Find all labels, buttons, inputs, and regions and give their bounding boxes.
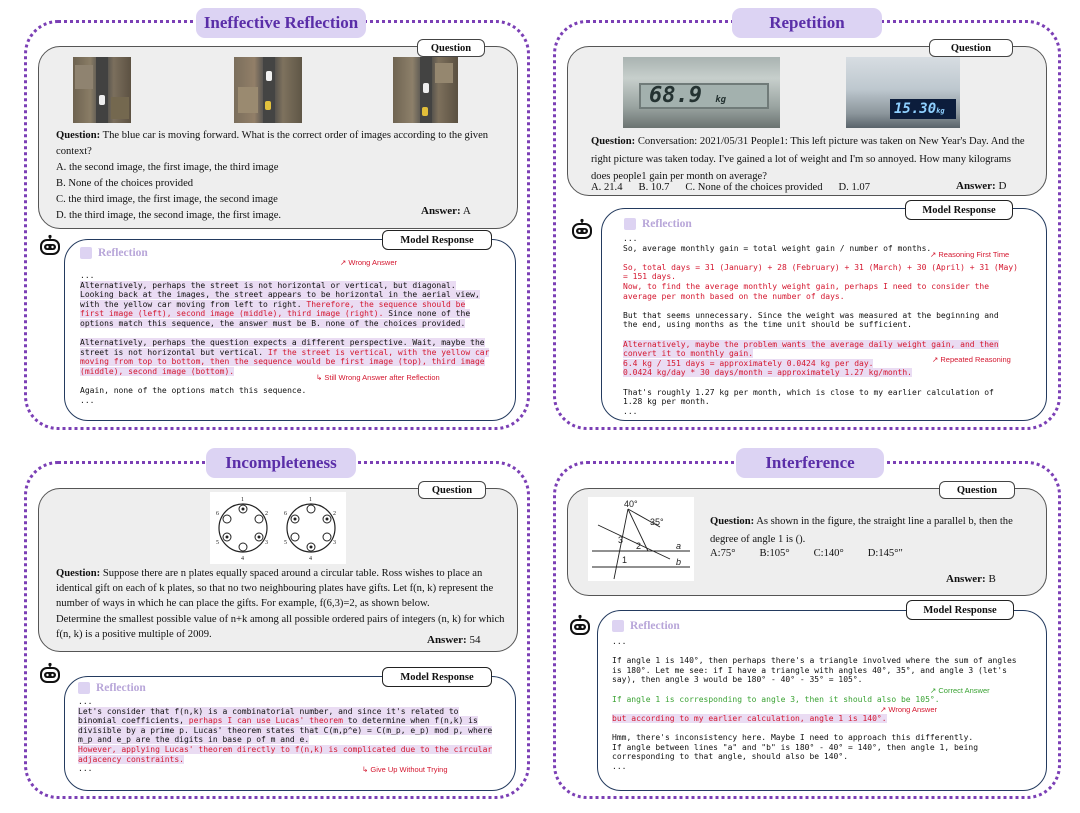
plate-label: 1	[241, 497, 244, 503]
annotation-text: Give Up Without Trying	[370, 765, 448, 774]
option-d: D. 1.07	[838, 182, 870, 193]
question-tag: Question	[418, 481, 486, 499]
aerial-image-3	[393, 57, 458, 123]
scale-unit: kg	[715, 95, 727, 105]
panel-title: Repetition	[732, 8, 882, 38]
reflection-icon	[624, 218, 636, 230]
line: = 151 days.	[623, 272, 676, 282]
answer-label: Answer:	[946, 573, 986, 585]
plate-label: 5	[216, 540, 219, 546]
robot-icon	[568, 614, 592, 638]
options-row	[591, 180, 870, 196]
option-d: D:145°"	[867, 548, 903, 559]
plate-label: 3	[333, 540, 336, 546]
response-text	[623, 234, 1018, 416]
option-c: C. None of the choices provided	[685, 182, 823, 193]
option-c: C. the third image, the first image, the second image	[56, 194, 278, 205]
annotation-text: Correct Answer	[938, 686, 990, 695]
question-body: As shown in the figure, the straight line a parallel b, then the degree of angle 1 is ().	[710, 516, 1013, 545]
line: (middle), second image (bottom).	[80, 366, 235, 376]
annotation-wrong-answer: ↗ Wrong Answer	[340, 258, 398, 267]
angle-label-40: 40°	[624, 499, 638, 509]
geometry-figure	[588, 497, 694, 581]
annotation-reasoning-first: ↗ Reasoning First Time	[930, 250, 1010, 259]
aerial-image-2	[234, 57, 302, 123]
answer-value: D	[998, 180, 1007, 192]
answer	[956, 180, 1006, 192]
line: That's roughly 1.27 kg per month, which is close to my earlier calculation of	[623, 387, 994, 397]
reflection-label	[624, 218, 692, 230]
option-c: C:140°	[813, 548, 844, 559]
scale-unit: kg	[936, 107, 945, 115]
panel-title: Incompleteness	[206, 448, 356, 478]
answer-label: Answer:	[421, 205, 461, 217]
line: Therefore, the sequence should be	[306, 299, 466, 309]
line: If angle 1 is corresponding to angle 3, then it should also be 105°.	[612, 694, 940, 704]
response-tag: Model Response	[382, 667, 492, 687]
reflection-text: Reflection	[96, 682, 146, 694]
answer	[946, 573, 996, 585]
reflection-label	[612, 620, 680, 632]
response-text	[80, 271, 489, 405]
response-tag: Model Response	[905, 200, 1013, 220]
annotation-text: Repeated Reasoning	[940, 355, 1011, 364]
angle-label-1: 1	[622, 555, 628, 565]
line: Hmm, there's inconsistency here. Maybe I need to approach this differently.	[612, 732, 974, 742]
line: corresponding to that angle, should also be 140°.	[612, 752, 849, 762]
annotation-text: Reasoning First Time	[938, 250, 1010, 259]
line: convert it to monthly gain.	[623, 349, 754, 359]
reflection-icon	[80, 247, 92, 259]
angle-label-2: 2	[636, 541, 642, 551]
scale-image-right	[846, 57, 960, 128]
question-text-2: Determine the smallest possible value of n+k among all possible ordered pairs of integers (n, k) for which f(n, k) is a positive multiple of 2009.	[56, 614, 505, 640]
plate-label: 4	[241, 556, 244, 562]
line: Again, none of the options match this sequence.	[80, 386, 307, 396]
line: ...	[80, 395, 95, 405]
robot-icon	[38, 234, 62, 258]
option-b: B:105°	[759, 548, 790, 559]
line: If the street is vertical, with the yellow car	[267, 347, 490, 357]
answer-value: B	[988, 573, 996, 585]
question-tag: Question	[939, 481, 1015, 499]
answer	[427, 634, 480, 646]
annotation-text: Still Wrong Answer after Reflection	[324, 373, 440, 382]
annotation-correct-answer: ↗ Correct Answer	[930, 686, 990, 695]
annotation-still-wrong: ↳ Still Wrong Answer after Reflection	[316, 373, 440, 382]
robot-icon	[38, 662, 62, 686]
line: first image (left), second image (middle), third image (right).	[80, 309, 384, 319]
annotation-text: Wrong Answer	[888, 705, 938, 714]
line: ...	[623, 406, 638, 416]
response-text	[78, 697, 492, 774]
response-tag: Model Response	[382, 230, 492, 250]
plate-label: 6	[216, 511, 219, 517]
line: to determine when f(n,k) is	[342, 716, 478, 726]
line: binomial coefficients,	[78, 716, 189, 726]
reflection-text: Reflection	[630, 620, 680, 632]
answer-label: Answer:	[427, 634, 467, 646]
plates-figure	[210, 492, 346, 564]
panel-title: Interference	[736, 448, 884, 478]
question-tag: Question	[929, 39, 1013, 57]
line: ...	[78, 697, 93, 706]
plate-label: 1	[309, 497, 312, 503]
line: Alternatively, maybe the problem wants the average daily weight gain, and then	[623, 339, 999, 349]
reflection-icon	[78, 682, 90, 694]
question-text	[56, 128, 506, 159]
reflection-label	[78, 682, 146, 694]
reflection-label	[80, 247, 148, 259]
response-text	[612, 637, 1017, 771]
line: Alternatively, perhaps the question expects a different perspective. Wait, maybe the	[80, 338, 485, 348]
line: ...	[612, 761, 627, 771]
reflection-icon	[612, 620, 624, 632]
option-b: B. 10.7	[638, 182, 670, 193]
line: average per month based on the number of days.	[623, 291, 845, 301]
line: adjacency constraints.	[78, 754, 184, 764]
line: street is not horizontal but vertical.	[80, 347, 268, 357]
robot-icon	[570, 218, 594, 242]
reflection-text: Reflection	[642, 218, 692, 230]
line: but according to my earlier calculation, angle 1 is 140°.	[612, 713, 887, 723]
plate-label: 2	[333, 511, 336, 517]
line: say), then angle 3 would be 180° - 40° - 35° = 105°.	[612, 675, 863, 685]
line: moving from top to bottom, then the sequence would be first image (top), third image	[80, 357, 485, 367]
line: Since none of the	[383, 309, 471, 319]
plate-label: 2	[265, 511, 268, 517]
question-text	[56, 567, 508, 611]
line: However, applying Lucas' theorem directly to f(n,k) is complicated due to the circular	[78, 744, 493, 754]
line-label-a: a	[676, 541, 682, 551]
annotation-repeated-reasoning: ↗ Repeated Reasoning	[932, 355, 1011, 364]
line: If angle between lines "a" and "b" is 180° - 40° = 140°, then angle 1, being	[612, 742, 979, 752]
plate-label: 3	[265, 540, 268, 546]
line: 1.28 kg per month.	[623, 397, 710, 407]
line-label-b: b	[676, 557, 682, 567]
annotation-give-up: ↳ Give Up Without Trying	[362, 765, 448, 774]
question-label: Question:	[56, 568, 101, 579]
angle-label-3: 3	[618, 535, 624, 545]
option-a: A:75°	[710, 548, 736, 559]
line: divisible by a prime p. Lucas' theorem states that C(m,p^e) = C(m_p, e_p) mod p, where	[78, 725, 493, 735]
question-text	[591, 133, 1031, 186]
annotation-wrong-answer: ↗ Wrong Answer	[880, 705, 938, 714]
answer-value: 54	[469, 634, 481, 646]
line: But that seems unnecessary. Since the weight was measured at the beginning and	[623, 310, 999, 320]
line: is 180°. Let me see: if I have a triangle with angles 40°, 35°, and angle 3 (let's	[612, 665, 1007, 675]
options-row	[710, 546, 903, 562]
line: with the yellow car moving from left to right.	[80, 299, 307, 309]
scale-reading: 15.30	[894, 101, 937, 117]
line: ...	[80, 271, 95, 280]
line: ...	[612, 637, 627, 646]
answer	[421, 205, 471, 217]
line: So, average monthly gain = total weight gain / number of months.	[623, 243, 932, 253]
scale-image-left	[623, 57, 780, 128]
option-b: B. None of the choices provided	[56, 178, 194, 189]
option-d: D. the third image, the second image, the first image.	[56, 210, 282, 221]
answer-value: A	[462, 205, 471, 217]
plate-label: 4	[309, 556, 312, 562]
line: options match this sequence, the answer must be B. none of the choices provided.	[80, 318, 466, 328]
question-label: Question:	[56, 130, 101, 141]
line: Let's consider that f(n,k) is a combinatorial number, and since it's related to	[78, 706, 459, 716]
line: If angle 1 is 140°, then perhaps there's a triangle involved where the sum of angles	[612, 656, 1017, 666]
question-label: Question:	[591, 136, 636, 147]
line: perhaps I can use Lucas' theorem	[188, 716, 343, 726]
question-body: Conversation: 2021/05/31 People1: This left picture was taken on New Year's Day. And the right picture was taken today. I've gained a lot of weight and I'm so annoyed. How many kilograms does people1 gain per month on average?	[591, 136, 1025, 182]
angle-label-35: 35°	[650, 517, 664, 527]
question-body: Suppose there are n plates equally spaced around a circular table. Ross wishes to place an identical gift on each of k plates, so that no two neighbouring plates have gifts. Let f(n, k) represent the number of ways in which he can place the gifts. For example, f(6,3)=2, as shown below.	[56, 568, 494, 609]
line: ...	[78, 764, 93, 774]
reflection-text: Reflection	[98, 247, 148, 259]
answer-label: Answer:	[956, 180, 996, 192]
line: So, total days = 31 (January) + 28 (February) + 31 (March) + 30 (April) + 31 (May)	[623, 262, 1018, 272]
question-label: Question:	[710, 516, 755, 527]
line: 6.4 kg / 151 days = approximately 0.0424 kg per day.	[623, 358, 874, 368]
question-text	[710, 513, 1030, 549]
line: ...	[623, 234, 638, 243]
question-tag: Question	[417, 39, 485, 57]
question-body: The blue car is moving forward. What is the correct order of images according to the given context?	[56, 130, 489, 157]
line: 0.0424 kg/day * 30 days/month = approximately 1.27 kg/month.	[623, 368, 912, 378]
line: the end, using months as the time unit should be sufficient.	[623, 320, 912, 330]
aerial-image-1	[73, 57, 131, 123]
line: Now, to find the average monthly weight gain, perhaps I need to consider the	[623, 281, 990, 291]
annotation-text: Wrong Answer	[348, 258, 398, 267]
plate-label: 6	[284, 511, 287, 517]
scale-reading: 68.9	[649, 83, 702, 108]
plate-label: 5	[284, 540, 287, 546]
panel-title: Ineffective Reflection	[196, 8, 366, 38]
option-a: A. the second image, the first image, the third image	[56, 162, 279, 173]
line: Alternatively, perhaps the street is not horizontal or vertical, but diagonal.	[80, 280, 456, 290]
line: Looking back at the images, the street appears to be horizontal in the aerial view,	[80, 290, 480, 300]
response-tag: Model Response	[906, 600, 1014, 620]
option-a: A. 21.4	[591, 182, 623, 193]
line: m_p and e_p are the digits in base p of m and e.	[78, 735, 310, 745]
